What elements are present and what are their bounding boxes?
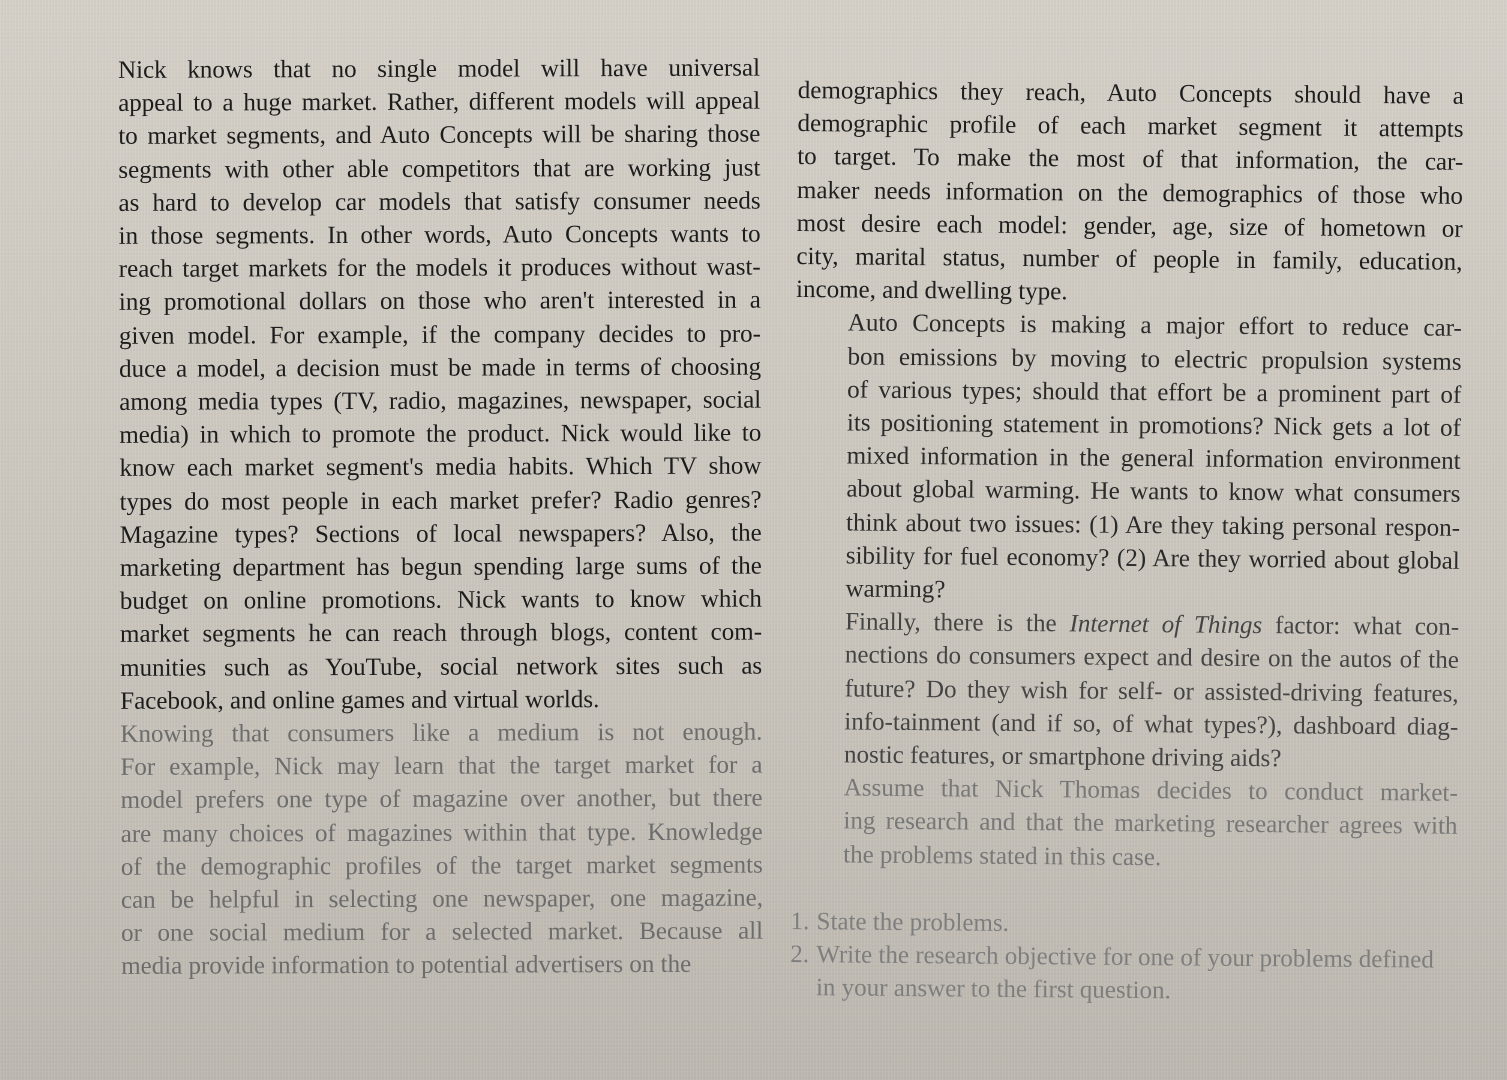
text-line: maker needs information on the demographics of those who: [796, 176, 1464, 210]
text-line: among media types (TV, radio, magazines, newspaper, social: [119, 386, 762, 416]
text-span: factor: what con-: [1262, 612, 1460, 642]
right-paragraph-1: [796, 74, 1464, 312]
question-text: Write the research objective for one of your problems defined in your answer to the first question.: [815, 941, 1434, 1005]
text-line: think about two issues: (1) Are they taking personal respon-: [845, 509, 1461, 542]
text-line: Knowing that consumers like a medium is not enough.: [120, 718, 763, 748]
text-line: city, marital status, number of people in family, education,: [796, 243, 1463, 276]
text-line: to target. To make the most of that information, the car-: [797, 143, 1464, 177]
left-paragraph-2: [68, 716, 763, 984]
text-line: as hard to develop car models that satisfy consumer needs: [118, 187, 761, 217]
text-line: warming?: [845, 575, 946, 604]
text-line: Magazine types? Sections of local newspapers? Also, the: [119, 519, 762, 549]
text-line: types do most people in each market prefer? Radio genres?: [119, 486, 762, 516]
text-line: to market segments, and Auto Concepts will be sharing those: [118, 120, 761, 151]
text-line: Nick knows that no single model will have universal: [118, 54, 761, 84]
text-line: nostic features, or smartphone driving aids?: [843, 741, 1282, 773]
text-line: reach target markets for the models it produces without wast-: [118, 253, 761, 284]
text-line: marketing department has begun spending large sums of the: [119, 552, 762, 582]
text-line: duce a model, a decision must be made in terms of choosing: [119, 353, 762, 383]
text-line: info-tainment (and if so, of what types?), dashboard diag-: [844, 708, 1459, 741]
left-paragraph-1: [66, 52, 762, 718]
right-paragraph-4: [791, 771, 1458, 876]
text-line: in those segments. In other words, Auto Concepts wants to: [118, 220, 761, 250]
text-line: sibility for fuel economy? (2) Are they worried about global: [845, 542, 1460, 575]
text-span: Finally, there is the: [845, 608, 1070, 638]
text-line: demographic profile of each market segment it attempts: [797, 110, 1464, 144]
text-line: demographics they reach, Auto Concepts should have a: [797, 76, 1464, 110]
text-line: For example, Nick may learn that the target market for a: [120, 751, 763, 782]
question-number: 1.: [790, 907, 810, 936]
text-line: media provide information to potential advertisers on the: [121, 951, 692, 981]
text-line: mixed information in the general information environment: [846, 442, 1461, 476]
text-line: munities such as YouTube, social network sites such as: [120, 652, 763, 682]
text-line: the problems stated in this case.: [843, 841, 1162, 871]
right-paragraph-3: [792, 605, 1459, 777]
text-line: ing research and that the marketing researcher agrees with: [843, 807, 1458, 841]
text-line: ing promotional dollars on those who aren't interested in a: [118, 286, 761, 317]
question-item: [790, 938, 1457, 1010]
text-line: can be helpful in selecting one newspaper, one magazine,: [120, 884, 763, 914]
text-line: of the demographic profiles of the target market segments: [120, 851, 763, 881]
text-line: bon emissions by moving to electric propulsion systems: [847, 343, 1462, 376]
text-line: Assume that Nick Thomas decides to conduct market-: [843, 774, 1458, 808]
text-line: of various types; should that effort be a prominent part of: [847, 376, 1462, 409]
question-number: 2.: [790, 941, 810, 969]
text-line: income, and dwelling type.: [795, 276, 1068, 306]
text-line: market segments he can reach through blogs, content com-: [119, 619, 763, 649]
text-line: about global warming. He wants to know what consumers: [846, 475, 1461, 509]
text-line: Facebook, and online games and virtual worlds.: [120, 686, 600, 715]
right-paragraph-2: [793, 306, 1462, 611]
left-column: [66, 52, 763, 984]
text-line: nections do consumers expect and desire on the autos of the: [844, 641, 1460, 675]
text-line: media) in which to promote the product. Nick would like to: [119, 419, 762, 450]
text-line: model prefers one type of magazine over another, but there: [120, 785, 763, 815]
internet-of-things-term: Internet of Things: [1069, 610, 1263, 640]
text-line: appeal to a huge market. Rather, different models will appeal: [118, 87, 761, 118]
text-line: know each market segment's media habits. Which TV show: [119, 453, 762, 483]
text-line: future? Do they wish for self- or assisted-driving features,: [844, 675, 1459, 708]
question-text: State the problems.: [816, 908, 1010, 937]
question-list: [790, 905, 1457, 1010]
text-line: or one social medium for a selected market. Because all: [121, 917, 764, 948]
text-line: Auto Concepts is making a major effort to reduce car-: [847, 309, 1462, 343]
text-line: most desire each model: gender, age, size of hometown or: [796, 209, 1463, 243]
text-line: given model. For example, if the company decides to pro-: [118, 320, 762, 350]
text-line: segments with other able competitors that are working just: [118, 154, 761, 184]
text-line: its positioning statement in promotions? Nick gets a lot of: [846, 409, 1462, 442]
text-line: are many choices of magazines within that type. Knowledge: [120, 818, 763, 848]
text-line: budget on online promotions. Nick wants to know which: [119, 585, 762, 616]
right-column: [790, 74, 1464, 1010]
